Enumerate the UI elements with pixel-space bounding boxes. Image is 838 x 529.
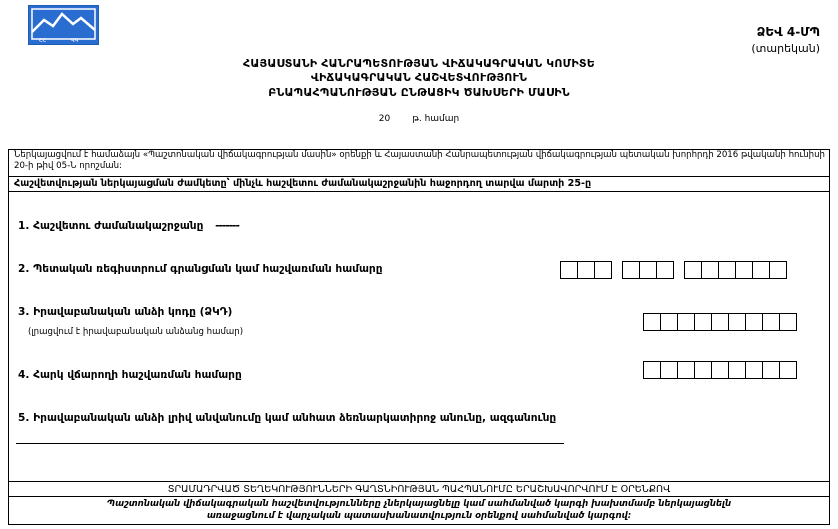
legal-code-boxes[interactable] — [643, 313, 797, 331]
form-period: (տարեկան) — [751, 42, 820, 55]
registration-digit-box[interactable] — [594, 261, 612, 279]
registration-number-label: 2. Պետական ռեգիստրում գրանցման կամ հաշվառման համարը — [18, 263, 383, 275]
committee-title: ՀԱՅԱՍՏԱՆԻ ՀԱՆՐԱՊԵՏՈՒԹՅԱՆ ՎԻՃԱԿԱԳՐԱԿԱՆ ԿՈՄԻՏԵ — [243, 57, 595, 70]
registration-digit-box[interactable] — [577, 261, 595, 279]
report-year-line — [0, 114, 838, 124]
statistics-committee-logo — [28, 5, 99, 45]
legal-code-digit-box[interactable] — [779, 313, 797, 331]
taxpayer-digit-box[interactable] — [660, 361, 678, 379]
legal-code-digit-box[interactable] — [745, 313, 763, 331]
divider-deadline — [8, 191, 830, 192]
report-subject-title: ԲՆԱՊԱՀՊԱՆՈՒԹՅԱՆ ԸՆԹԱՑԻԿ ԾԱԽՍԵՐԻ ՄԱՍԻՆ — [268, 86, 570, 99]
reporting-period-row — [18, 220, 239, 232]
submission-deadline-text: Հաշվետվության ներկայացման ժամկետը՝ մինչև հաշվետու ժամանակաշրջանին հաջորդող տարվա մարտի 25-ը — [14, 178, 592, 189]
divider-footer — [8, 481, 830, 482]
registration-digit-box[interactable] — [769, 261, 787, 279]
taxpayer-digit-box[interactable] — [643, 361, 661, 379]
legal-code-digit-box[interactable] — [711, 313, 729, 331]
registration-digit-box[interactable] — [656, 261, 674, 279]
entity-name-label: 5. Իրավաբանական անձի լրիվ անվանումը կամ անհատ ձեռնարկատիրոջ անունը, ազգանունը — [18, 412, 557, 424]
liability-warning-line-2: առաջացնում է վարչական պատասխանատվություն օրենքով սահմանված կարգով: — [206, 511, 632, 521]
year-prefix: 20 — [378, 114, 391, 124]
taxpayer-number-label: 4. Հարկ վճարողի հաշվառման համարը — [18, 369, 242, 381]
reporting-period-dash[interactable]: ------- — [215, 220, 239, 232]
legal-code-digit-box[interactable] — [694, 313, 712, 331]
registration-digit-box[interactable] — [622, 261, 640, 279]
legal-basis-text: Ներկայացվում է համաձայն «Պաշտոնական վիճակագրության մասին» օրենքի և Հայաստանի Հանրապետության վիճակագրության պետական խորհրդի 2016 թվականի հունիսի 20-ի թիվ 05-Ն որոշման: — [14, 150, 825, 171]
registration-digit-box[interactable] — [560, 261, 578, 279]
form-frame — [8, 149, 830, 525]
registration-boxes-group-1[interactable] — [560, 261, 612, 279]
legal-code-digit-box[interactable] — [660, 313, 678, 331]
registration-digit-box[interactable] — [684, 261, 702, 279]
taxpayer-digit-box[interactable] — [745, 361, 763, 379]
registration-digit-box[interactable] — [752, 261, 770, 279]
taxpayer-digit-box[interactable] — [779, 361, 797, 379]
liability-warning-line-1: Պաշտոնական վիճակագրական հաշվետվությունները չներկայացնելը կամ սահմանված կարգի խախտմամբ ներկայացնելն — [106, 499, 732, 509]
registration-digit-box[interactable] — [639, 261, 657, 279]
taxpayer-number-boxes[interactable] — [643, 361, 797, 379]
taxpayer-digit-box[interactable] — [728, 361, 746, 379]
legal-code-digit-box[interactable] — [728, 313, 746, 331]
report-type-title: ՎԻՃԱԿԱԳՐԱԿԱՆ ՀԱՇՎԵՏՎՈՒԹՅՈՒՆ — [310, 71, 528, 84]
registration-digit-box[interactable] — [701, 261, 719, 279]
liability-warning — [8, 498, 830, 522]
legal-entity-code-note: (լրացվում է իրավաբանական անձանց համար) — [28, 327, 244, 337]
svg-text:ՎԿ: ՎԿ — [71, 38, 79, 44]
registration-digit-box[interactable] — [718, 261, 736, 279]
legal-entity-code-label: 3. Իրավաբանական անձի կոդը (ՁԿԴ) — [18, 306, 233, 318]
taxpayer-digit-box[interactable] — [762, 361, 780, 379]
divider-legal — [8, 176, 830, 177]
mountain-logo-icon — [29, 6, 98, 44]
legal-code-digit-box[interactable] — [762, 313, 780, 331]
taxpayer-digit-box[interactable] — [677, 361, 695, 379]
divider-warning — [8, 496, 830, 497]
registration-digit-box[interactable] — [735, 261, 753, 279]
form-code: ՁԵՎ 4-ՄՊ — [756, 25, 820, 39]
taxpayer-digit-box[interactable] — [711, 361, 729, 379]
svg-text:ՀՀ: ՀՀ — [39, 38, 47, 44]
registration-boxes-group-3[interactable] — [684, 261, 787, 279]
registration-boxes-group-2[interactable] — [622, 261, 674, 279]
entity-name-input-line[interactable] — [16, 443, 564, 444]
confidentiality-notice: ՏՐԱՄԱԴՐՎԱԾ ՏԵՂԵԿՈՒԹՅՈՒՆՆԵՐԻ ԳԱՂՏՆԻՈՒԹՅԱՆ ՊԱՀՊԱՆՈՒՄԸ ԵՐԱՇԽԱՎՈՐՎՈՒՄ Է ՕՐԵՆՔՈՎ — [167, 484, 671, 495]
legal-code-digit-box[interactable] — [643, 313, 661, 331]
legal-code-digit-box[interactable] — [677, 313, 695, 331]
taxpayer-digit-box[interactable] — [694, 361, 712, 379]
reporting-period-label: 1. Հաշվետու ժամանակաշրջանը — [18, 220, 204, 232]
year-suffix: թ. համար — [412, 114, 460, 124]
